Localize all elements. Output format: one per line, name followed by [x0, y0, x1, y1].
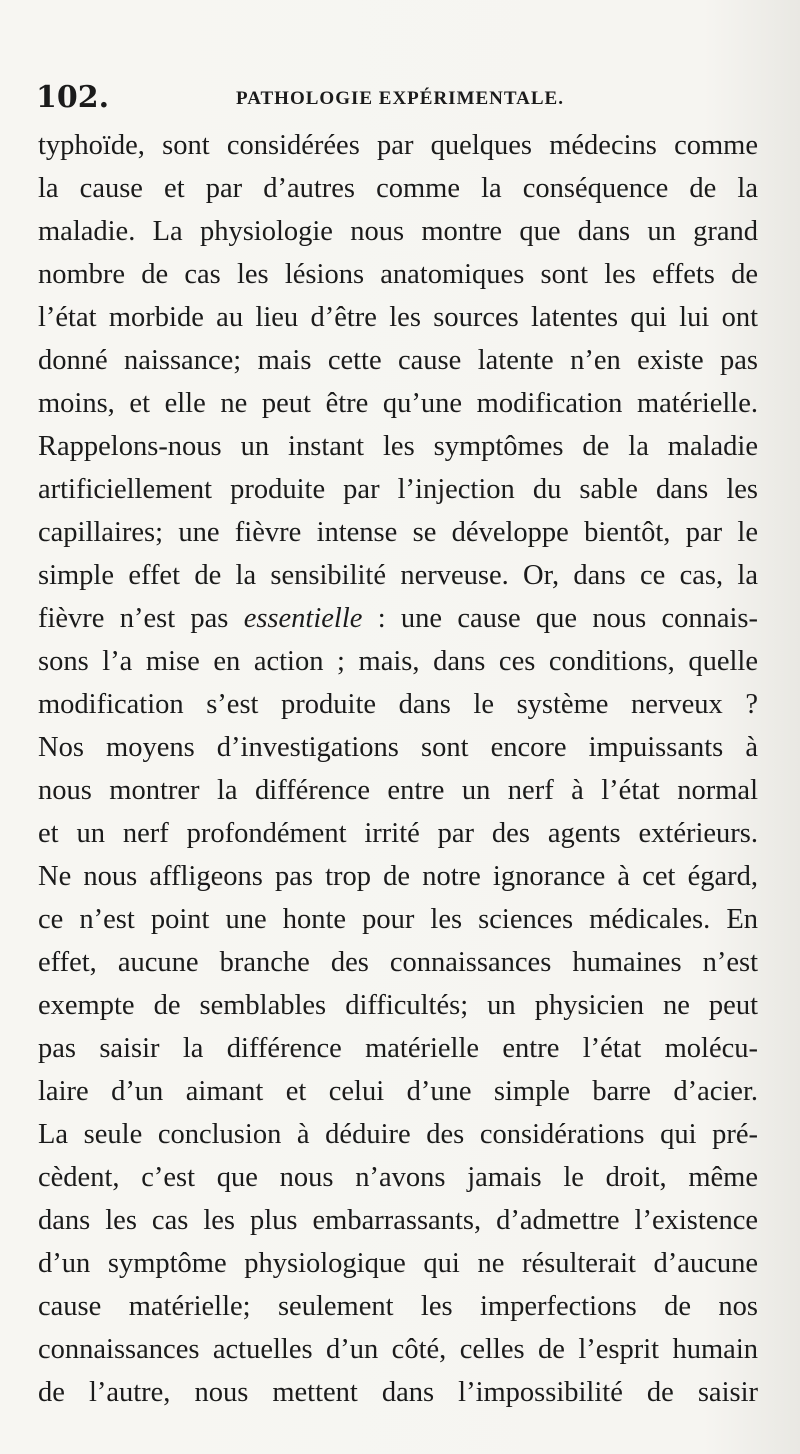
text-line [38, 1328, 758, 1371]
text-segment: effet, aucune branche des connaissances humaines n’est [38, 947, 758, 978]
text-line [38, 769, 758, 812]
text-segment: connaissances actuelles d’un côté, celles de l’esprit humain [38, 1334, 758, 1365]
text-line [38, 941, 758, 984]
text-segment: artificiellement produite par l’injection du sable dans les [38, 474, 758, 505]
body-text [38, 124, 758, 1414]
text-segment: nous montrer la différence entre un nerf à l’état normal [38, 775, 758, 806]
text-line [38, 296, 758, 339]
text-segment: sons l’a mise en action ; mais, dans ces conditions, quelle [38, 646, 758, 677]
text-line [38, 1070, 758, 1113]
text-segment: et un nerf profondément irrité par des agents extérieurs. [38, 818, 758, 849]
text-segment: fièvre n’est pas [38, 603, 244, 634]
text-segment: modification s’est produite dans le système nerveux ? [38, 689, 758, 720]
text-line [38, 511, 758, 554]
text-segment: typhoïde, sont considérées par quelques médecins comme [38, 130, 758, 161]
text-segment: la cause et par d’autres comme la conséquence de la [38, 173, 758, 204]
text-segment: Rappelons-nous un instant les symptômes de la maladie [38, 431, 758, 462]
text-line [38, 554, 758, 597]
text-line [38, 1156, 758, 1199]
text-line [38, 210, 758, 253]
text-segment: capillaires; une fièvre intense se développe bientôt, par le [38, 517, 758, 548]
text-line [38, 382, 758, 425]
text-segment: : une cause que nous connais- [362, 603, 758, 634]
text-line [38, 640, 758, 683]
text-segment: dans les cas les plus embarrassants, d’admettre l’existence [38, 1205, 758, 1236]
text-line [38, 1285, 758, 1328]
text-segment: nombre de cas les lésions anatomiques sont les effets de [38, 259, 758, 290]
running-head: PATHOLOGIE EXPÉRIMENTALE. [236, 88, 564, 109]
text-segment: l’état morbide au lieu d’être les sources latentes qui lui ont [38, 302, 758, 333]
page-number: 102. [36, 80, 110, 115]
text-line [38, 898, 758, 941]
text-segment: laire d’un aimant et celui d’une simple barre d’acier. [38, 1076, 758, 1107]
text-segment: pas saisir la différence matérielle entre l’état molécu- [38, 1033, 758, 1064]
text-segment: cause matérielle; seulement les imperfections de nos [38, 1291, 758, 1322]
text-segment: donné naissance; mais cette cause latente n’en existe pas [38, 345, 758, 376]
text-line [38, 855, 758, 898]
text-line [38, 726, 758, 769]
text-line [38, 1027, 758, 1070]
text-line [38, 124, 758, 167]
text-line [38, 339, 758, 382]
text-line [38, 253, 758, 296]
text-segment: de l’autre, nous mettent dans l’impossibilité de saisir [38, 1377, 758, 1408]
text-line [38, 1371, 758, 1414]
page-header [36, 80, 756, 120]
italic-term: essentielle [243, 603, 363, 634]
text-line [38, 984, 758, 1027]
text-line [38, 167, 758, 210]
text-segment: Ne nous affligeons pas trop de notre ignorance à cet égard, [38, 861, 758, 892]
text-segment: moins, et elle ne peut être qu’une modification matérielle. [38, 388, 758, 419]
text-line [38, 597, 758, 640]
text-segment: cèdent, c’est que nous n’avons jamais le droit, même [38, 1162, 758, 1193]
text-segment: d’un symptôme physiologique qui ne résulterait d’aucune [38, 1248, 758, 1279]
text-segment: Nos moyens d’investigations sont encore impuissants à [38, 732, 758, 763]
text-line [38, 468, 758, 511]
text-segment: simple effet de la sensibilité nerveuse. Or, dans ce cas, la [38, 560, 758, 591]
text-line [38, 1199, 758, 1242]
text-line [38, 1113, 758, 1156]
text-segment: maladie. La physiologie nous montre que dans un grand [38, 216, 758, 247]
text-line [38, 683, 758, 726]
text-segment: La seule conclusion à déduire des considérations qui pré- [38, 1119, 758, 1150]
text-segment: exempte de semblables difficultés; un physicien ne peut [38, 990, 758, 1021]
text-line [38, 812, 758, 855]
text-line [38, 425, 758, 468]
text-line [38, 1242, 758, 1285]
text-segment: ce n’est point une honte pour les sciences médicales. En [38, 904, 758, 935]
